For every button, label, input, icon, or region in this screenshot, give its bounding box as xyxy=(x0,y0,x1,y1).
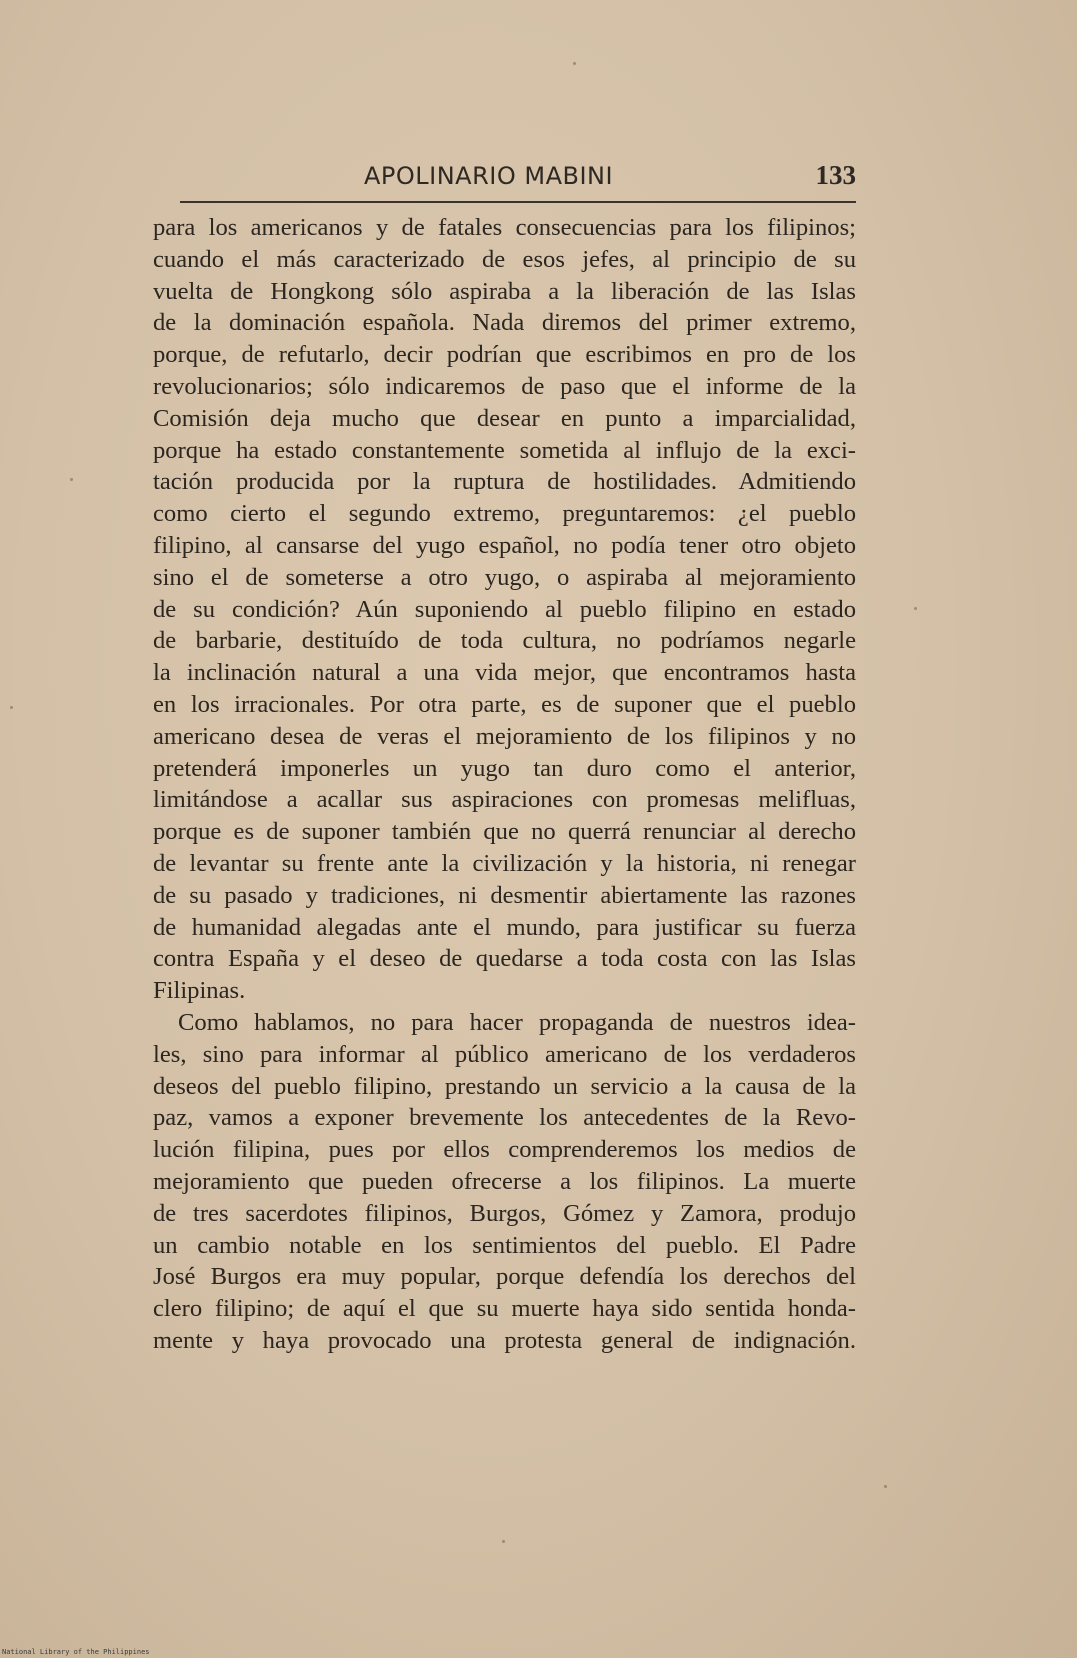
text-line: de humanidad alegadas ante el mundo, para justificar su fuerza xyxy=(153,913,856,941)
text-line: revolucionarios; sólo indicaremos de paso que el informe de la xyxy=(153,372,856,400)
text-line: la inclinación natural a una vida mejor, que encontramos hasta xyxy=(153,659,856,687)
text-line: sino el de someterse a otro yugo, o aspiraba al mejoramiento xyxy=(153,563,856,591)
header-rule xyxy=(180,201,856,203)
text-line: José Burgos era muy popular, porque defendía los derechos del xyxy=(153,1263,856,1291)
text-line: de barbarie, destituído de toda cultura, no podríamos negarle xyxy=(153,627,856,655)
text-line: en los irracionales. Por otra parte, es de suponer que el pueblo xyxy=(153,690,856,718)
text-line: de su condición? Aún suponiendo al pueblo filipino en estado xyxy=(153,595,856,623)
paper-speck xyxy=(502,1540,505,1543)
text-line: paz, vamos a exponer brevemente los antecedentes de la Revo- xyxy=(153,1104,856,1132)
text-line: lución filipina, pues por ellos comprenderemos los medios de xyxy=(153,1136,856,1164)
text-line: limitándose a acallar sus aspiraciones con promesas melifluas, xyxy=(153,786,856,814)
page-number: 133 xyxy=(815,160,856,190)
text-line: Filipinas. xyxy=(153,977,246,1005)
text-line: contra España y el deseo de quedarse a toda costa con las Islas xyxy=(153,945,856,973)
text-line: clero filipino; de aquí el que su muerte haya sido sentida honda- xyxy=(153,1295,856,1323)
text-line: americano desea de veras el mejoramiento de los filipinos y no xyxy=(153,722,856,750)
text-line: de su pasado y tradiciones, ni desmentir abiertamente las razones xyxy=(153,881,856,909)
text-line: les, sino para informar al público americano de los verdaderos xyxy=(153,1040,856,1068)
text-line: mente y haya provocado una protesta general de indignación. xyxy=(153,1326,856,1354)
text-line: Como hablamos, no para hacer propaganda de nuestros idea- xyxy=(178,1008,856,1036)
text-line: cuando el más caracterizado de esos jefes, al principio de su xyxy=(153,245,856,273)
paper-speck xyxy=(70,478,73,481)
text-line: Comisión deja mucho que desear en punto a imparcialidad, xyxy=(153,404,856,432)
paper-speck xyxy=(914,607,917,610)
text-line: un cambio notable en los sentimientos del pueblo. El Padre xyxy=(153,1231,856,1259)
text-line: para los americanos y de fatales consecuencias para los filipinos; xyxy=(153,214,856,241)
text-line: porque es de suponer también que no querrá renunciar al derecho xyxy=(153,818,856,846)
paper-speck xyxy=(10,706,13,709)
running-head: APOLINARIO MABINI xyxy=(364,162,614,190)
body-text xyxy=(153,212,856,1357)
text-line: pretenderá imponerles un yugo tan duro como el anterior, xyxy=(153,754,856,782)
text-line: deseos del pueblo filipino, prestando un servicio a la causa de la xyxy=(153,1072,856,1100)
text-line: de levantar su frente ante la civilización y la historia, ni renegar xyxy=(153,849,856,877)
text-line: tación producida por la ruptura de hostilidades. Admitiendo xyxy=(153,468,856,496)
scan-credit: National Library of the Philippines xyxy=(2,1648,150,1656)
text-line: porque, de refutarlo, decir podrían que escribimos en pro de los xyxy=(153,341,856,369)
paper-speck xyxy=(884,1485,887,1488)
page-header xyxy=(184,158,856,198)
text-line: de tres sacerdotes filipinos, Burgos, Gómez y Zamora, produjo xyxy=(153,1199,856,1227)
text-line: vuelta de Hongkong sólo aspiraba a la liberación de las Islas xyxy=(153,277,856,305)
text-line: filipino, al cansarse del yugo español, no podía tener otro objeto xyxy=(153,531,856,559)
text-line: como cierto el segundo extremo, preguntaremos: ¿el pueblo xyxy=(153,500,856,528)
paper-speck xyxy=(573,62,576,65)
text-line: mejoramiento que pueden ofrecerse a los filipinos. La muerte xyxy=(153,1167,856,1195)
text-line: porque ha estado constantemente sometida al influjo de la exci- xyxy=(153,436,856,464)
text-line: de la dominación española. Nada diremos del primer extremo, xyxy=(153,309,856,337)
